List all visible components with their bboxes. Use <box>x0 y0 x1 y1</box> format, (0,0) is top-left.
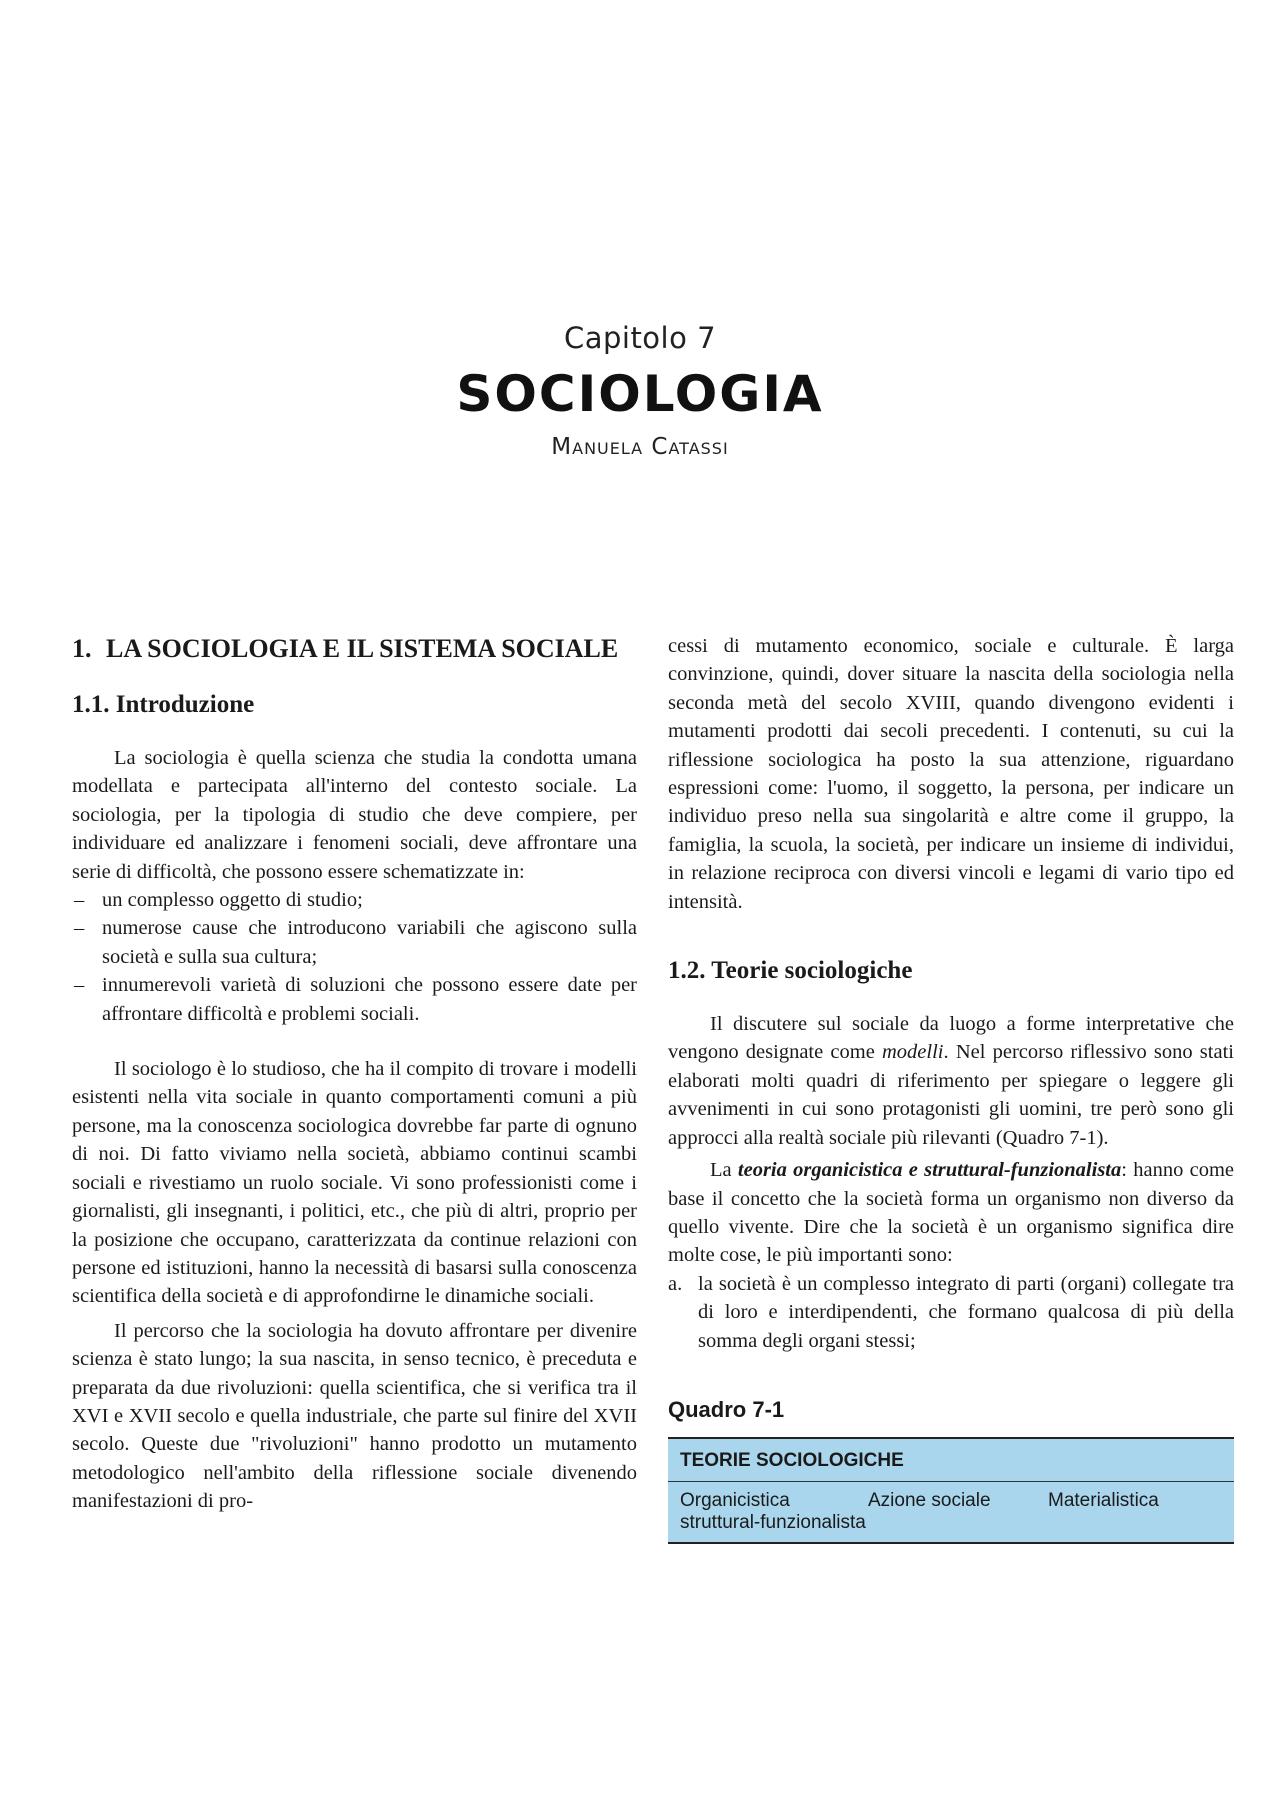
section-title: LA SOCIOLOGIA E IL SISTEMA SOCIALE <box>106 634 619 663</box>
paragraph-sociologo: Il sociologo è lo studioso, che ha il compito di trovare i modelli esistenti nella vita sociale in quanto comportamenti comuni a più persone, ma la conoscenza sociologica dovrebbe far parte di ognuno di noi. Di fatto viviamo nella società, abbiamo continui scambi sociali e rivestiamo un ruolo sociale. Vi sono professionisti come i giornalisti, gli insegnanti, i politici, etc., che più di altri, proprio per la posizione che occupano, caratterizzata da continue relazioni con persone ed istituzioni, hanno la necessità di basarsi sulla conoscenza scientifica della società e di approfondirne le dinamiche sociali. <box>72 1058 637 1308</box>
quadro-box <box>668 1437 1234 1544</box>
text-run: Il discutere sul sociale da luogo a forme interpretative che vengono designate come <box>668 1013 1234 1064</box>
quadro-row <box>668 1482 1234 1542</box>
section-heading <box>72 632 637 666</box>
difficulty-list <box>72 886 637 1028</box>
paragraph-percorso: Il percorso che la sociologia ha dovuto affrontare per divenire scienza è stato lungo; la sua nascita, in senso tecnico, è preceduta e preparata da due rivoluzioni: quella scientifica, che si verifica tra il XVI e XVII secolo e quella industriale, che parte sul finire del XVII secolo. Queste due "rivoluzioni" hanno prodotto un mutamento metodologico nell'ambito della riflessione sociale divenendo manifestazioni di pro- <box>72 1319 637 1513</box>
paragraph-organicistica <box>668 1156 1234 1270</box>
organism-list <box>668 1270 1234 1355</box>
text-emphasis: teoria organicistica e struttural-funzionalista <box>737 1159 1122 1182</box>
chapter-label: Capitolo 7 <box>563 321 717 355</box>
text-run: . Nel percorso riflessivo sono stati elaborati molti quadri di riferimento per spiegare o leggere gli avvenimenti in cui sono protagonisti gli uomini, tre però sono gli approcci alla realtà sociale più rilevanti (Quadro 7-1). <box>668 1041 1234 1149</box>
list-item: – un complesso oggetto di studio; <box>72 886 637 914</box>
text-run: : hanno come base il concetto che la società forma un organismo non diverso da quello vivente. Dire che la società è un organismo significa dire molte cose, le più importanti sono: <box>668 1159 1234 1267</box>
chapter-header <box>0 318 1280 464</box>
text-run: La <box>710 1159 738 1182</box>
list-text: la società è un complesso integrato di parti (organi) collegate tra di loro e interdipendenti, che formano qualcosa di più della somma degli organi stessi; <box>698 1272 1234 1352</box>
quadro-cell: Materialistica <box>1048 1490 1159 1512</box>
subsection-heading-intro: 1.1. Introduzione <box>72 691 255 718</box>
text-emphasis: modelli <box>882 1041 944 1064</box>
section-number: 1. <box>72 634 92 663</box>
left-column <box>72 632 637 1516</box>
quadro-cell: Organicistica struttural-funzionalista <box>680 1490 866 1534</box>
chapter-author: Manuela Catassi <box>551 434 729 460</box>
paragraph-intro: La sociologia è quella scienza che studia la condotta umana modellata e partecipata all'interno del contesto sociale. La sociologia, per la tipologia di studio che deve compiere, per individuare ed analizzare i fenomeni sociali, deve affrontare una serie di difficoltà, che possono essere schematizzate in: <box>72 747 637 883</box>
quadro-cell: Azione sociale <box>868 1490 991 1512</box>
list-item: – innumerevoli varietà di soluzioni che possono essere date per affrontare difficoltà e problemi sociali. <box>72 971 637 1028</box>
subsection-heading-teorie: 1.2. Teorie sociologiche <box>668 957 913 985</box>
paragraph-continued: cessi di mutamento economico, sociale e culturale. È larga convinzione, quindi, dover situare la nascita della sociologia nella seconda metà del secolo XVIII, quando divengono evidenti i mutamenti prodotti dai secoli precedenti. I contenuti, su cui la riflessione sociologica ha posto la sua attenzione, riguardano espressioni come: l'uomo, il soggetto, la persona, per indicare un individuo preso nella sua singolarità e altre come il gruppo, la famiglia, la scuola, la società, per indicare un insieme di individui, in relazione reciproca con diversi vincoli e legami di vario tipo ed intensità. <box>668 635 1234 913</box>
list-item: – numerose cause che introducono variabili che agiscono sulla società e sulla sua cultura; <box>72 914 637 971</box>
quadro-heading: TEORIE SOCIOLOGICHE <box>668 1439 1234 1482</box>
paragraph-modelli <box>668 1010 1234 1152</box>
chapter-title: SOCIOLOGIA <box>456 365 824 423</box>
quadro-title: Quadro 7-1 <box>668 1396 785 1422</box>
right-column <box>668 632 1234 1544</box>
list-marker: a. <box>668 1272 683 1295</box>
list-item <box>668 1270 1234 1355</box>
